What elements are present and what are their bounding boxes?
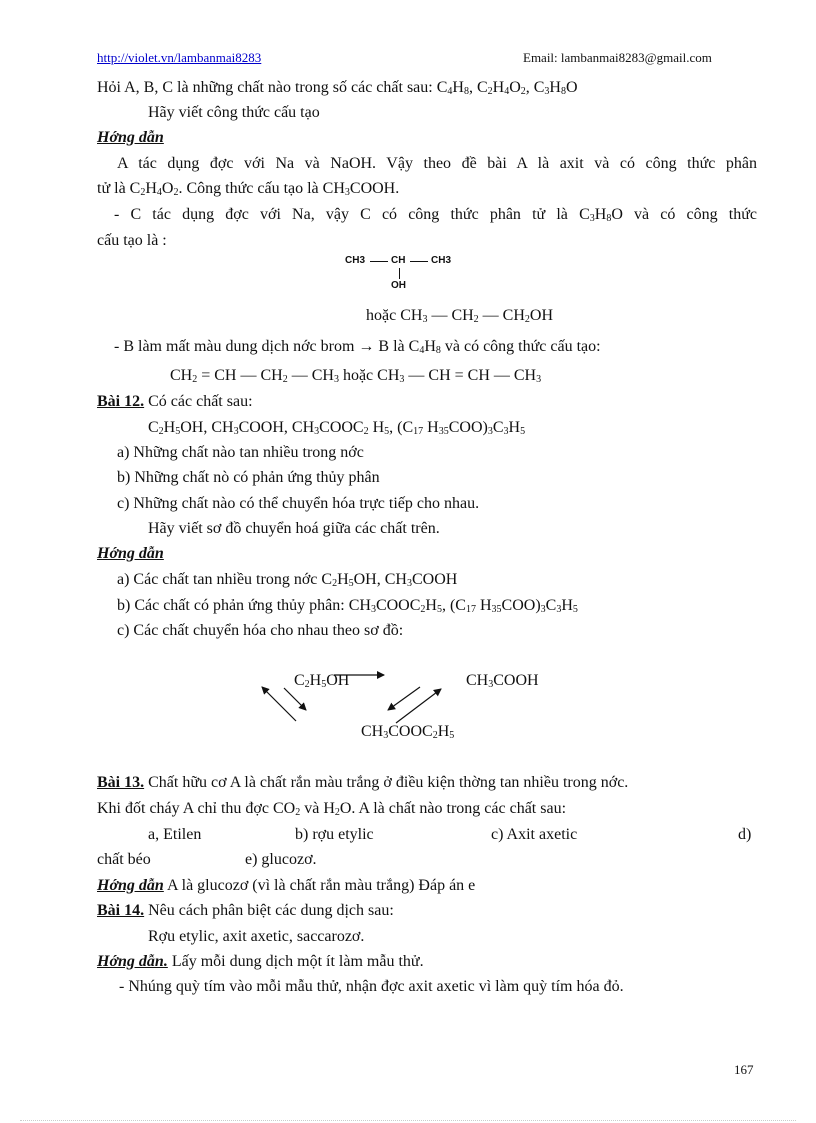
instruction-line: Hãy viết công thức cấu tạo xyxy=(148,104,320,121)
page-bottom-rule xyxy=(20,1120,796,1121)
arrow-ethanol-to-ester xyxy=(284,688,306,710)
formula-alt: hoặc $CH_3$ — $CH_2$ — $CH_2OH$ xyxy=(366,307,554,325)
option-d: d) xyxy=(738,826,752,843)
guide-heading-2: Hớng dẫn xyxy=(97,545,164,562)
guide-14-text: Lấy mỗi dung dịch một ít làm mẫu thử. xyxy=(167,953,424,970)
formula-line: $CH_2$ = CH — $CH_2$ — $CH_3$ hoặc $CH_3$ — CH = CH — $CH_3$ xyxy=(170,367,542,385)
exercise-13-title xyxy=(97,773,628,793)
diagram-node-ethyl-acetate: $CH_3COOC_2H_5$ xyxy=(361,723,455,741)
paragraph-line: - Nhúng quỳ tím vào mỗi mẫu thử, nhận đợc axit axetic vì làm quỳ tím hóa đỏ. xyxy=(119,978,624,995)
paragraph-line: Khi đốt cháy A chỉ thu đợc $CO_2$ và $H_2O$. A là chất nào trong các chất sau: xyxy=(97,800,567,818)
solutions-line: Rợu etylic, axit axetic, saccarozơ. xyxy=(148,928,365,945)
option-b: b) rợu etylic xyxy=(295,826,374,843)
formula-oh: OH xyxy=(391,280,406,291)
exercise-13-text: Chất hữu cơ A là chất rắn màu trắng ở điều kiện thờng tan nhiều trong nớc. xyxy=(144,774,629,791)
guide-heading-1: Hớng dẫn xyxy=(97,129,164,146)
page-number: 167 xyxy=(734,1062,754,1077)
exercise-12-text: Có các chất sau: xyxy=(144,393,253,410)
option-e: e) glucozơ. xyxy=(245,851,317,868)
diagram-node-acetic-acid: $CH_3COOH$ xyxy=(466,672,539,690)
exercise-14-text: Nêu cách phân biệt các dung dịch sau: xyxy=(144,902,394,919)
question-b: b) Những chất nò có phản ứng thủy phân xyxy=(117,469,380,486)
paragraph-line: A tác dụng đợc với Na và NaOH. Vậy theo đề bài A là axit và có công thức phân xyxy=(117,155,757,172)
exercise-14-title xyxy=(97,901,394,921)
answer-b: b) Các chất có phản ứng thủy phân: $CH_3COOC_2H_5$, ($C_{17}$ $H_{35}COO)_3C_3H_5$ xyxy=(117,597,578,615)
formula-ch3-right: CH3 xyxy=(431,255,452,266)
exercise-13-label: Bài 13. xyxy=(97,774,145,791)
paragraph-line: - B làm mất màu dung dịch nớc brom → B là $C_4H_8$ và có công thức cấu tạo: xyxy=(114,338,601,356)
exercise-14-label: Bài 14. xyxy=(97,902,145,919)
arrow-ester-to-acid xyxy=(396,689,441,723)
formula-ch3-left: CH3 xyxy=(345,255,366,266)
option-c: c) Axit axetic xyxy=(491,826,578,843)
diagram-node-ethanol: $C_2H_5OH$ xyxy=(294,672,350,690)
arrow-ester-to-ethanol xyxy=(262,687,296,721)
formula-ch: CH xyxy=(391,255,406,266)
paragraph-line: tử là $C_2H_4O_2$. Công thức cấu tạo là $CH_3COOH$. xyxy=(97,180,400,198)
paragraph-line: cấu tạo là : xyxy=(97,232,167,249)
guide-13-text: A là glucozơ (vì là chất rắn màu trắng) Đáp án e xyxy=(163,877,476,894)
guide-14 xyxy=(97,952,424,972)
exercise-12-label: Bài 12. xyxy=(97,393,145,410)
compounds-line: $C_2H_5OH$, $CH_3COOH$, $CH_3COOC_2$ $H_5$, ($C_{17}$ $H_{35}COO)_3C_3H_5$ xyxy=(148,419,526,437)
guide-13 xyxy=(97,876,475,896)
guide-heading-3: Hớng dẫn xyxy=(97,877,164,894)
guide-heading-4: Hớng dẫn. xyxy=(97,953,168,970)
arrow-acid-to-ester xyxy=(388,687,420,710)
paragraph-line: - C tác dụng đợc với Na, vậy C có công thức phân tử là $C_3H_8O$ và có công thức xyxy=(114,206,758,224)
header-url[interactable]: http://violet.vn/lambanmai8283 xyxy=(97,50,262,65)
header-email: Email: lambanmai8283@gmail.com xyxy=(523,50,712,65)
question-a: a) Những chất nào tan nhiều trong nớc xyxy=(117,444,364,461)
answer-a: a) Các chất tan nhiều trong nớc $C_2H_5OH$, $CH_3COOH$ xyxy=(117,571,458,589)
question-line: Hỏi A, B, C là những chất nào trong số các chất sau: $C_4H_8$, $C_2H_4O_2$, $C_3H_8O$ xyxy=(97,79,578,97)
question-c: c) Những chất nào có thể chuyển hóa trực tiếp cho nhau. xyxy=(117,495,480,512)
option-a: a, Etilen xyxy=(148,826,202,843)
option-d-text: chất béo xyxy=(97,851,151,868)
instruction-line: Hãy viết sơ đồ chuyển hoá giữa các chất trên. xyxy=(148,520,440,537)
answer-c: c) Các chất chuyển hóa cho nhau theo sơ đồ: xyxy=(117,622,404,639)
